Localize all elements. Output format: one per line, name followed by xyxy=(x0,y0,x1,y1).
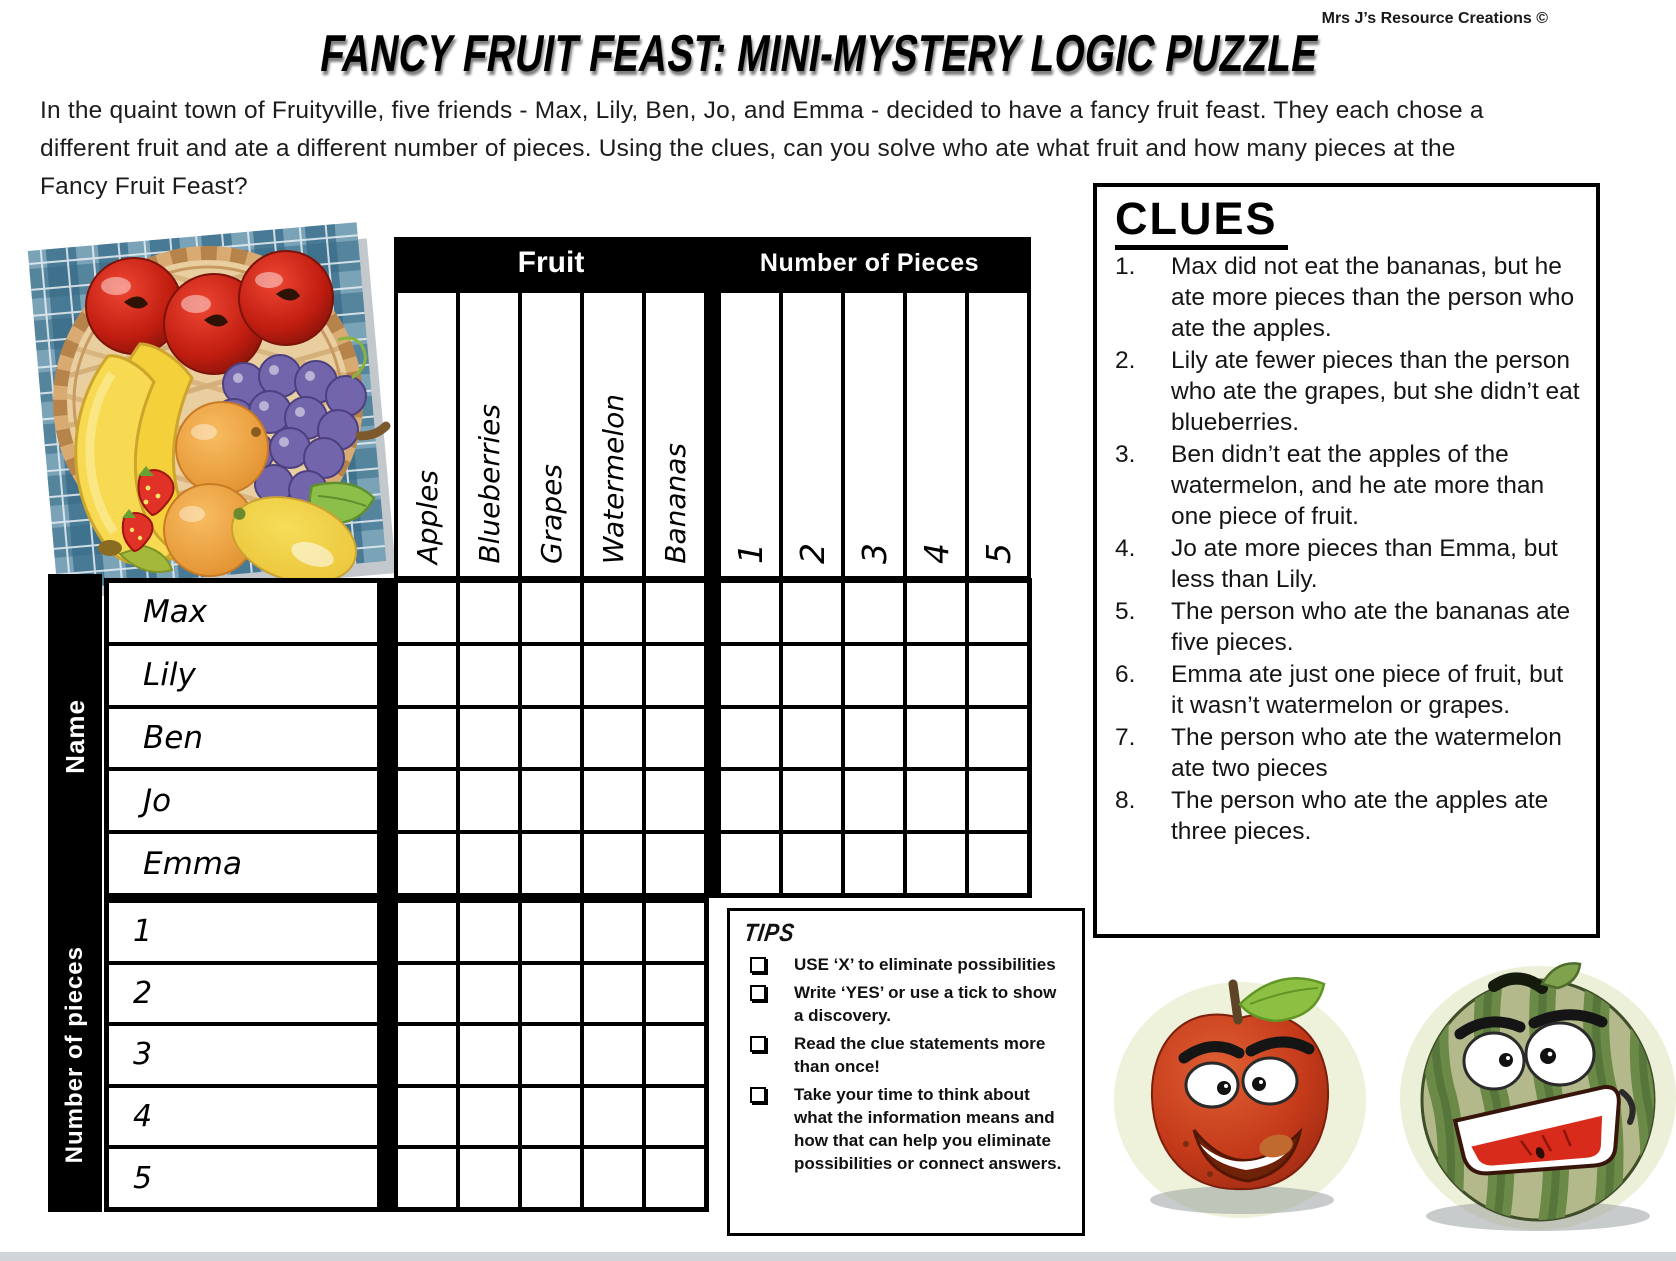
row-label-lily: Lily xyxy=(109,646,377,705)
grid-cell[interactable] xyxy=(907,709,965,768)
grid-cell[interactable] xyxy=(460,834,518,893)
grid-row-max xyxy=(109,583,1027,642)
grid-cell[interactable] xyxy=(460,709,518,768)
grid-cell[interactable] xyxy=(721,583,779,642)
grid-divider xyxy=(381,903,394,961)
grid-cell[interactable] xyxy=(721,771,779,830)
grid-divider xyxy=(381,834,394,893)
column-label-watermelon: Watermelon xyxy=(584,293,642,576)
grid-cell[interactable] xyxy=(584,1088,642,1146)
grid-cell[interactable] xyxy=(783,709,841,768)
pieces-axis: Number of pieces xyxy=(61,946,88,1164)
grid-cell[interactable] xyxy=(845,771,903,830)
grid-cell[interactable] xyxy=(584,903,642,961)
checkbox-icon xyxy=(744,953,794,976)
grid-cell[interactable] xyxy=(398,1149,456,1207)
grid-cell[interactable] xyxy=(522,1088,580,1146)
intro-line: Fancy Fruit Feast? xyxy=(40,173,248,200)
grid-divider xyxy=(381,646,394,705)
name-axis: Name xyxy=(59,698,90,774)
grid-cell[interactable] xyxy=(460,583,518,642)
row-label-2: 2 xyxy=(109,965,377,1023)
grid-cell[interactable] xyxy=(522,771,580,830)
grid-cell[interactable] xyxy=(398,771,456,830)
column-label-2: 2 xyxy=(783,293,841,576)
grid-column-labels xyxy=(394,289,1031,580)
grid-cell[interactable] xyxy=(460,903,518,961)
grid-cell[interactable] xyxy=(646,583,704,642)
fruit-characters-illustration xyxy=(1090,948,1676,1253)
column-label-apples: Apples xyxy=(398,293,456,576)
grid-cell[interactable] xyxy=(969,771,1027,830)
grid-cell[interactable] xyxy=(969,646,1027,705)
row-label-max: Max xyxy=(109,583,377,642)
grid-cell[interactable] xyxy=(969,834,1027,893)
grid-divider xyxy=(708,771,717,830)
apple-stem xyxy=(1233,984,1238,1020)
grid-cell[interactable] xyxy=(907,834,965,893)
grid-cell[interactable] xyxy=(646,834,704,893)
grid-row-4 xyxy=(109,1088,704,1146)
fruit-basket-illustration xyxy=(12,196,397,596)
grid-cell[interactable] xyxy=(646,965,704,1023)
grid-divider xyxy=(381,709,394,768)
intro-line: In the quaint town of Fruityville, five friends - Max, Lily, Ben, Jo, and Emma - decided to have a fancy fruit feast. They each chose a xyxy=(40,97,1484,124)
clue-item-2: 2. Lily ate fewer pieces than the person who ate the grapes, but she didn’t eat blueberries. xyxy=(1115,346,1580,436)
grid-cell[interactable] xyxy=(721,646,779,705)
clue-item-1: 1. Max did not eat the bananas, but he ate more pieces than the person who ate the apples. xyxy=(1115,252,1575,342)
grid-row-5 xyxy=(109,1149,704,1207)
attribution-text: Mrs J’s Resource Creations © xyxy=(1321,10,1548,27)
clues-title: CLUES xyxy=(1115,193,1288,250)
grid-cell[interactable] xyxy=(522,709,580,768)
grid-divider xyxy=(381,583,394,642)
row-label-5: 5 xyxy=(109,1149,377,1207)
column-label-blueberries: Blueberries xyxy=(460,293,518,576)
grid-row-2 xyxy=(109,965,704,1023)
grid-cell[interactable] xyxy=(522,965,580,1023)
grid-divider xyxy=(381,1088,394,1146)
tips-panel xyxy=(727,908,1085,1236)
grid-cell[interactable] xyxy=(460,1088,518,1146)
grid-cell[interactable] xyxy=(969,583,1027,642)
grid-divider xyxy=(381,1149,394,1207)
column-label-4: 4 xyxy=(907,293,965,576)
grid-cell[interactable] xyxy=(398,1026,456,1084)
grid-cell[interactable] xyxy=(646,1088,704,1146)
checkbox-icon xyxy=(744,1083,794,1175)
grid-cell[interactable] xyxy=(783,771,841,830)
grid-cell[interactable] xyxy=(845,583,903,642)
grid-divider xyxy=(708,583,717,642)
grid-divider xyxy=(708,834,717,893)
clue-item-3: 3. Ben didn’t eat the apples of the watermelon, and he ate more than one piece of fruit. xyxy=(1115,440,1545,530)
grid-row-lily xyxy=(109,646,1027,705)
grid-divider xyxy=(381,1026,394,1084)
grid-cell[interactable] xyxy=(398,1088,456,1146)
grid-cell[interactable] xyxy=(398,709,456,768)
column-label-5: 5 xyxy=(969,293,1027,576)
name-rows-grid xyxy=(104,578,1032,898)
clue-item-6: 6. Emma ate just one piece of fruit, but it wasn’t watermelon or grapes. xyxy=(1115,660,1564,719)
grid-cell[interactable] xyxy=(460,1149,518,1207)
grid-row-emma xyxy=(109,834,1027,893)
grid-cell[interactable] xyxy=(783,583,841,642)
row-label-ben: Ben xyxy=(109,709,377,768)
column-label-3: 3 xyxy=(845,293,903,576)
grid-cell[interactable] xyxy=(460,646,518,705)
watermelon-eye xyxy=(1526,1023,1594,1085)
grid-cell[interactable] xyxy=(907,771,965,830)
grid-divider xyxy=(381,771,394,830)
grid-divider xyxy=(708,709,717,768)
grid-cell[interactable] xyxy=(522,1149,580,1207)
clue-item-5: 5. The person who ate the bananas ate five pieces. xyxy=(1115,597,1571,656)
grid-cell[interactable] xyxy=(584,771,642,830)
grid-cell[interactable] xyxy=(845,709,903,768)
checkbox-icon xyxy=(744,1032,794,1078)
grid-cell[interactable] xyxy=(584,1149,642,1207)
row-label-emma: Emma xyxy=(109,834,377,893)
tip-item-2: Write ‘YES’ or use a tick to show a discovery. xyxy=(744,981,1066,1027)
grid-cell[interactable] xyxy=(646,1026,704,1084)
row-axis-bar xyxy=(48,574,102,1212)
watermelon-eye xyxy=(1464,1033,1524,1089)
tip-item-4: Take your time to think about what the information means and how that can help you eliminate possibilities or connect answers. xyxy=(744,1083,1066,1175)
grid-cell[interactable] xyxy=(969,709,1027,768)
column-label-1: 1 xyxy=(721,293,779,576)
grid-cell[interactable] xyxy=(522,903,580,961)
grid-cell[interactable] xyxy=(398,834,456,893)
tips-title: TIPS xyxy=(742,919,797,947)
grid-cell[interactable] xyxy=(460,965,518,1023)
grid-cell[interactable] xyxy=(584,646,642,705)
grid-cell[interactable] xyxy=(721,709,779,768)
grid-divider xyxy=(381,965,394,1023)
page-title: FANCY FRUIT FEAST: MINI-MYSTERY LOGIC PUZZLE xyxy=(316,25,1324,83)
grid-cell[interactable] xyxy=(646,903,704,961)
grid-cell[interactable] xyxy=(584,583,642,642)
grid-cell[interactable] xyxy=(398,903,456,961)
tip-item-3: Read the clue statements more than once! xyxy=(744,1032,1066,1078)
clue-item-7: 7. The person who ate the watermelon ate two pieces xyxy=(1115,723,1562,782)
apple-character xyxy=(1114,978,1366,1218)
clues-panel xyxy=(1093,183,1600,938)
row-label-3: 3 xyxy=(109,1026,377,1084)
grid-cell[interactable] xyxy=(721,834,779,893)
grid-cell[interactable] xyxy=(584,709,642,768)
column-label-bananas: Bananas xyxy=(646,293,704,576)
grid-cell[interactable] xyxy=(907,646,965,705)
grid-cell[interactable] xyxy=(646,771,704,830)
grid-cell[interactable] xyxy=(522,583,580,642)
grid-cell[interactable] xyxy=(845,834,903,893)
row-label-1: 1 xyxy=(109,903,377,961)
grid-cell[interactable] xyxy=(584,834,642,893)
grid-cell[interactable] xyxy=(460,1026,518,1084)
grid-row-ben xyxy=(109,709,1027,768)
intro-line: different fruit and ate a different number of pieces. Using the clues, can you solve who ate what fruit and how many pieces at the xyxy=(40,135,1456,162)
pieces-header: Number of Pieces xyxy=(759,248,980,277)
grid-cell[interactable] xyxy=(522,1026,580,1084)
grid-cell[interactable] xyxy=(522,834,580,893)
grid-cell[interactable] xyxy=(398,583,456,642)
clue-item-8: 8. The person who ate the apples ate three pieces. xyxy=(1115,786,1549,845)
grid-row-1 xyxy=(109,903,704,961)
pieces-rows-grid xyxy=(104,898,709,1212)
grid-divider xyxy=(708,293,717,576)
grid-cell[interactable] xyxy=(460,771,518,830)
watermelon-character xyxy=(1400,962,1676,1253)
grid-cell[interactable] xyxy=(845,646,903,705)
apple-eye xyxy=(1243,1058,1297,1104)
row-label-jo: Jo xyxy=(109,771,377,830)
grid-cell[interactable] xyxy=(398,965,456,1023)
grid-cell[interactable] xyxy=(783,646,841,705)
grid-cell[interactable] xyxy=(584,965,642,1023)
fruit-header: Fruit xyxy=(517,246,585,279)
grid-cell[interactable] xyxy=(522,646,580,705)
grid-cell[interactable] xyxy=(783,834,841,893)
page-bottom-edge xyxy=(0,1252,1676,1261)
column-label-grapes: Grapes xyxy=(522,293,580,576)
grid-divider xyxy=(708,646,717,705)
grid-cell[interactable] xyxy=(398,646,456,705)
page-title-wrap xyxy=(0,24,1640,84)
grid-cell[interactable] xyxy=(907,583,965,642)
row-label-4: 4 xyxy=(109,1088,377,1146)
grid-header-bar xyxy=(394,237,1031,289)
checkbox-icon xyxy=(744,981,794,1027)
clue-item-4: 4. Jo ate more pieces than Emma, but less than Lily. xyxy=(1115,534,1558,593)
grid-cell[interactable] xyxy=(646,709,704,768)
grid-cell[interactable] xyxy=(584,1026,642,1084)
grid-row-3 xyxy=(109,1026,704,1084)
grid-row-jo xyxy=(109,771,1027,830)
grid-cell[interactable] xyxy=(646,646,704,705)
tip-item-1: USE ‘X’ to eliminate possibilities xyxy=(744,953,1066,976)
grid-cell[interactable] xyxy=(646,1149,704,1207)
